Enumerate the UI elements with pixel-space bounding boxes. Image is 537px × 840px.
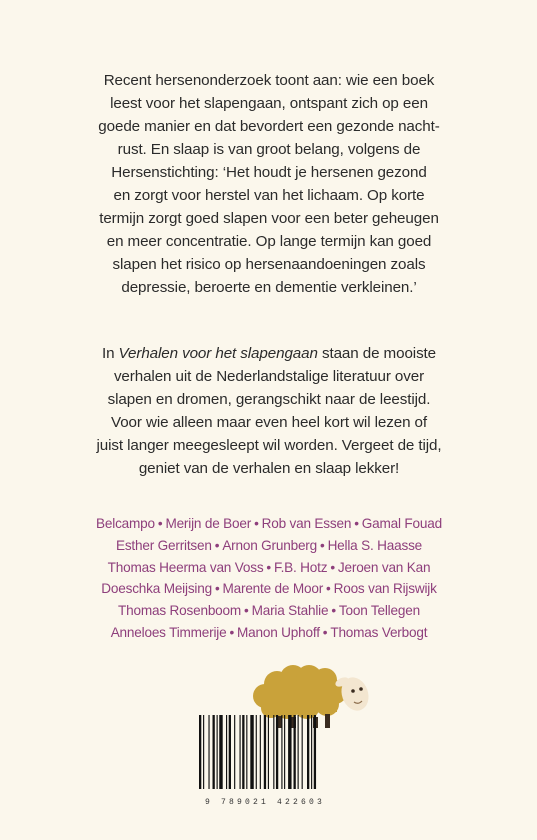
author-row — [60, 513, 478, 535]
author-name: Jeroen van Kan — [337, 559, 431, 575]
bullet-separator: • — [326, 581, 331, 597]
author-row — [60, 535, 478, 557]
intro-paragraph — [60, 69, 478, 299]
bullet-separator: • — [331, 603, 336, 619]
author-name: F.B. Hotz — [273, 559, 328, 575]
description-line: In Verhalen voor het slapengaan staan de mooiste — [101, 345, 437, 362]
bullet-separator: • — [244, 603, 249, 619]
description-line: slapen en dromen, gerangschikt naar de leestijd. — [107, 391, 431, 408]
description-line: juist langer meegesleept wil worden. Vergeet de tijd, — [96, 437, 442, 454]
description-line: Voor wie alleen maar even heel kort wil lezen of — [111, 414, 427, 431]
intro-line: leest voor het slapengaan, ontspant zich op een — [110, 95, 428, 112]
author-name: Arnon Grunberg — [222, 537, 317, 553]
bullet-separator: • — [214, 581, 220, 597]
intro-line: slapen het risico op hersenaandoeningen zoals — [112, 256, 426, 273]
intro-line: termijn zorgt goed slapen voor een beter geheugen — [99, 210, 439, 227]
author-row — [60, 600, 478, 622]
author-name: Belcampo — [96, 516, 155, 531]
author-name: Rob van Essen — [261, 516, 352, 531]
bullet-separator: • — [254, 516, 259, 531]
author-name: Esther Gerritsen — [115, 537, 212, 553]
barcode-icon — [197, 715, 347, 789]
bullet-separator: • — [322, 624, 328, 640]
intro-line: Hersenstichting: ‘Het houdt je hersenen gezond — [111, 164, 427, 181]
author-name: Maria Stahlie — [251, 603, 329, 619]
bullet-separator: • — [229, 624, 235, 640]
description-paragraph — [60, 342, 478, 480]
author-row — [60, 622, 478, 644]
author-name: Roos van Rijswijk — [333, 581, 437, 597]
intro-line: rust. En slaap is van groot belang, volgens de — [117, 141, 421, 158]
author-name: Merijn de Boer — [165, 516, 252, 531]
bullet-separator: • — [354, 516, 359, 531]
author-name: Thomas Rosenboom — [118, 603, 242, 619]
intro-line: depressie, beroerte en dementie verkleinen.’ — [121, 279, 417, 296]
description-line: geniet van de verhalen en slaap lekker! — [138, 460, 400, 477]
book-title: Verhalen voor het slapengaan — [118, 345, 318, 362]
author-name: Thomas Verbogt — [330, 624, 428, 640]
intro-line: en zorgt voor herstel van het lichaam. Op korte — [113, 187, 425, 204]
intro-line: en meer concentratie. Op lange termijn kan goed — [106, 233, 432, 250]
author-name: Manon Uphoff — [237, 624, 320, 640]
bullet-separator: • — [266, 559, 271, 575]
author-name: Gamal Fouad — [361, 516, 442, 531]
author-name: Hella S. Haasse — [327, 537, 423, 553]
author-row — [60, 557, 478, 579]
bullet-separator: • — [330, 559, 335, 575]
author-row — [60, 578, 478, 600]
intro-line: Recent hersenonderzoek toont aan: wie een boek — [103, 72, 435, 89]
intro-line: goede manier en dat bevordert een gezonde nacht- — [98, 118, 440, 135]
isbn-number: 9 789021 422603 — [205, 798, 326, 807]
author-list — [60, 513, 478, 644]
bullet-separator: • — [157, 516, 163, 531]
bullet-separator: • — [320, 537, 325, 553]
author-name: Toon Tellegen — [338, 603, 420, 619]
author-name: Thomas Heerma van Voss — [107, 559, 264, 575]
bullet-separator: • — [214, 537, 220, 553]
author-name: Doeschka Meijsing — [101, 581, 212, 597]
author-name: Marente de Moor — [222, 581, 324, 597]
description-line: verhalen uit de Nederlandstalige literatuur over — [113, 368, 425, 385]
author-name: Anneloes Timmerije — [110, 624, 227, 640]
